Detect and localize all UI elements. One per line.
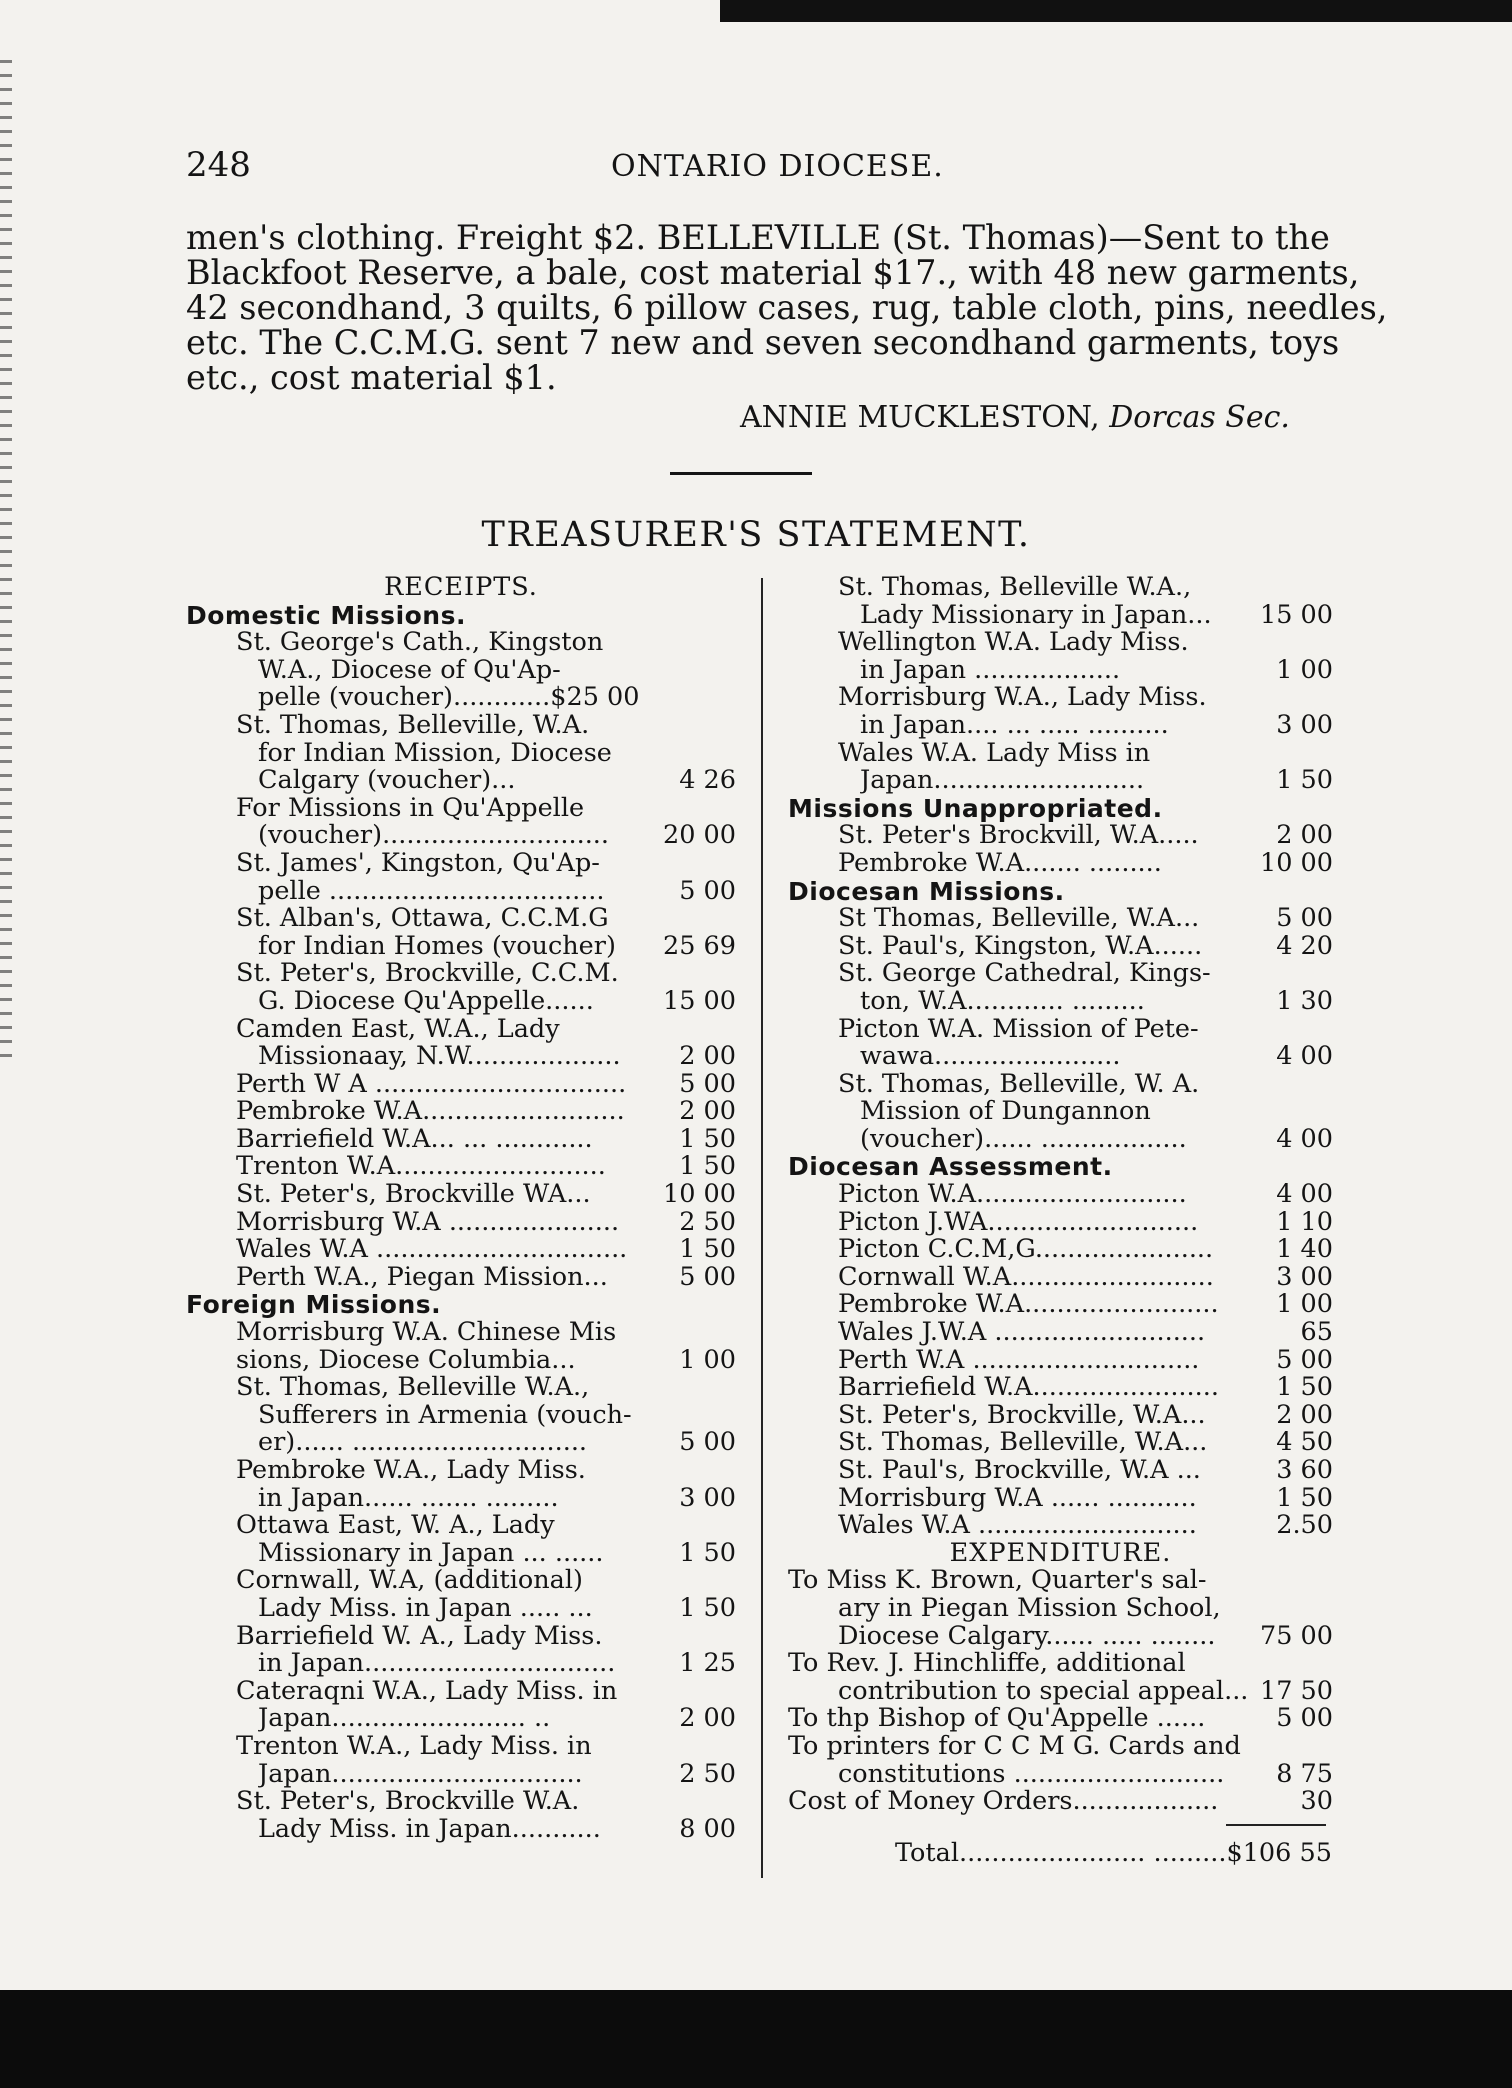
scan-top-edge — [720, 0, 1512, 22]
entry-text: (voucher)............................ — [258, 822, 610, 850]
entry-amount: 1 00 — [1276, 654, 1333, 685]
ledger-line: St. Peter's, Brockville W.A. — [236, 1786, 580, 1817]
ledger-line: Mission of Dungannon — [860, 1096, 1151, 1127]
entry-amount: 1 50 — [679, 1123, 736, 1154]
entry-amount: 1 50 — [1276, 1372, 1333, 1403]
intro-line: Blackfoot Reserve, a bale, cost material $17., with 48 new garments, — [186, 253, 1360, 292]
entry-text: Pembroke W.A....... ......... — [838, 849, 1162, 878]
entry-amount: 2 00 — [679, 1041, 736, 1072]
ledger-entry — [788, 1788, 1333, 1816]
entry-amount: 17 50 — [1259, 1675, 1333, 1706]
entry-text: ton, W.A............ ......... — [860, 987, 1145, 1016]
entry-text: Japan............................... — [258, 1760, 583, 1789]
entry-text: er)...... ............................. — [258, 1429, 588, 1457]
ledger-entry — [788, 1206, 1333, 1237]
entry-text: Missionaay, N.W................... — [258, 1043, 621, 1071]
entry-text: Morrisburg W.A ...... ........... — [838, 1484, 1197, 1513]
entry-amount: 5 00 — [679, 875, 736, 906]
entry-amount: 2 00 — [679, 1703, 736, 1734]
ledger-entry — [186, 767, 736, 795]
ledger-line: ary in Piegan Mission School, — [838, 1592, 1221, 1623]
section-caption: EXPENDITURE. — [949, 1537, 1172, 1568]
ledger-line: St. Thomas, Belleville, W. A. — [838, 1068, 1200, 1099]
entry-text: St. Peter's, Brockville WA... — [236, 1181, 591, 1209]
entry-amount: 20 00 — [662, 820, 736, 851]
ledger-entry — [788, 847, 1333, 878]
entry-text: constitutions .......................... — [838, 1760, 1225, 1789]
entry-amount: 15 00 — [662, 985, 736, 1016]
ledger-entry — [788, 1043, 1333, 1071]
ledger-entry — [186, 1153, 736, 1181]
entry-amount: 10 00 — [662, 1179, 736, 1210]
entry-amount: 1 50 — [1276, 765, 1333, 796]
entry-amount: 4 20 — [1276, 930, 1333, 961]
entry-text: Japan........................ .. — [258, 1705, 551, 1733]
ledger-line: Morrisburg W.A. Chinese Mis — [236, 1317, 617, 1348]
entry-amount: 1 50 — [679, 1151, 736, 1182]
entry-amount: 65 — [1300, 1317, 1333, 1348]
entry-amount: 3 00 — [1276, 1261, 1333, 1292]
ledger-entry — [788, 767, 1333, 795]
entry-text: Picton W.A.......................... — [838, 1181, 1187, 1209]
ledger-entry — [186, 1482, 736, 1513]
entry-text: Picton C.C.M,G...................... — [838, 1236, 1214, 1264]
ledger-entry — [788, 1236, 1333, 1264]
ledger-line: Trenton W.A., Lady Miss. in — [236, 1730, 592, 1761]
ledger-entry — [186, 930, 736, 961]
ledger-entry — [788, 905, 1333, 933]
ledger-entry — [186, 1206, 736, 1237]
ledger-line: Wellington W.A. Lady Miss. — [838, 627, 1189, 658]
intro-line: etc. The C.C.M.G. sent 7 new and seven secondhand garments, toys — [186, 323, 1340, 362]
intro-line: men's clothing. Freight $2. BELLEVILLE (St. Thomas)—Sent to the — [186, 218, 1330, 257]
left-column — [186, 574, 736, 1843]
ledger-entry — [186, 875, 736, 906]
ledger-entry — [788, 1374, 1333, 1402]
header-title: ONTARIO DIOCESE. — [611, 149, 944, 184]
entry-amount: 25 69 — [662, 930, 736, 961]
entry-text: Trenton W.A.......................... — [236, 1153, 606, 1182]
ledger-line: Morrisburg W.A., Lady Miss. — [838, 682, 1207, 713]
section-heading: Missions Unappropriated. — [788, 793, 1163, 823]
ledger-entry — [186, 985, 736, 1016]
ledger-entry — [788, 1675, 1333, 1706]
entry-amount: 2 50 — [679, 1206, 736, 1237]
ledger-entry — [186, 1068, 736, 1099]
ledger-line: Barriefield W. A., Lady Miss. — [236, 1620, 603, 1651]
entry-text: Perth W.A ............................ — [838, 1346, 1200, 1375]
ledger-line: Camden East, W.A., Lady — [236, 1013, 560, 1044]
entry-amount: 5 00 — [679, 1068, 736, 1099]
scan-bottom-edge — [0, 1990, 1512, 2088]
ledger-line: St. Thomas, Belleville, W.A. — [236, 709, 590, 740]
entry-amount: 5 00 — [1276, 903, 1333, 934]
section-heading: Foreign Missions. — [186, 1290, 442, 1320]
entry-amount: 3 60 — [1276, 1455, 1333, 1485]
right-column — [788, 574, 1333, 1816]
entry-text: Perth W.A., Piegan Mission... — [236, 1263, 608, 1292]
ledger-entry — [186, 1429, 736, 1457]
entry-amount: 4 50 — [1276, 1427, 1333, 1458]
entry-amount: 4 00 — [1276, 1179, 1333, 1210]
ledger-line: St. George's Cath., Kingston — [236, 627, 604, 658]
entry-amount: 2.50 — [1276, 1510, 1333, 1541]
entry-text: Lady Miss. in Japan ..... ... — [258, 1594, 593, 1623]
total-line: Total....................... .........$106 55 — [895, 1838, 1332, 1868]
ledger-line: To Rev. J. Hinchliffe, additional — [788, 1648, 1186, 1679]
entry-text: Lady Miss. in Japan........... — [258, 1815, 601, 1844]
entry-amount: 1 30 — [1276, 985, 1333, 1016]
entry-text: St. Paul's, Kingston, W.A...... — [838, 932, 1203, 961]
entry-text: To thp Bishop of Qu'Appelle ...... — [788, 1705, 1206, 1733]
ledger-line: for Indian Mission, Diocese — [258, 737, 612, 768]
entry-text: Japan.......................... — [860, 767, 1145, 795]
entry-text: Barriefield W.A... ... ............ — [236, 1125, 593, 1154]
section-heading: Diocesan Assessment. — [788, 1152, 1113, 1182]
ledger-entry — [186, 1098, 736, 1126]
entry-amount: 5 00 — [679, 1427, 736, 1458]
entry-amount: 2 00 — [679, 1096, 736, 1127]
ledger-entry — [186, 1043, 736, 1071]
column-divider — [761, 578, 763, 1878]
section-rule — [670, 472, 812, 475]
ledger-entry — [788, 930, 1333, 961]
entry-amount: 8 75 — [1276, 1758, 1333, 1789]
ledger-line: Cornwall, W.A, (additional) — [236, 1565, 583, 1596]
entry-text: Cornwall W.A......................... — [838, 1263, 1214, 1292]
entry-amount: 1 50 — [679, 1592, 736, 1623]
ledger-entry — [788, 654, 1333, 685]
entry-amount: 8 00 — [679, 1813, 736, 1844]
ledger-line: St. Alban's, Ottawa, C.C.M.G — [236, 903, 609, 934]
section-caption: RECEIPTS. — [384, 572, 538, 602]
ledger-entry — [186, 1181, 736, 1209]
ledger-entry — [788, 1399, 1333, 1430]
entry-text: St. Paul's, Brockville, W.A ... — [838, 1457, 1201, 1485]
scan-left-edge — [0, 60, 12, 1060]
entry-text: St. Peter's Brockvill, W.A..... — [838, 822, 1199, 850]
entry-amount: 2 00 — [1276, 1399, 1333, 1430]
entry-text: contribution to special appeal... — [838, 1677, 1249, 1706]
entry-amount: 4 00 — [1276, 1041, 1333, 1072]
entry-text: pelle .................................. — [258, 877, 605, 906]
entry-amount: 1 50 — [679, 1234, 736, 1265]
page-number: 248 — [186, 145, 251, 185]
ledger-entry — [186, 1705, 736, 1733]
ledger-entry — [788, 1705, 1333, 1733]
entry-amount: 1 00 — [679, 1344, 736, 1375]
entry-text: Missionary in Japan ... ...... — [258, 1539, 604, 1568]
signature — [740, 400, 1290, 435]
ledger-line: St. Thomas, Belleville W.A., — [236, 1372, 590, 1403]
entry-text: in Japan...... ....... ......... — [258, 1484, 559, 1513]
ledger-entry — [186, 1123, 736, 1154]
ledger-entry — [788, 985, 1333, 1016]
section-heading: Diocesan Missions. — [788, 876, 1065, 906]
ledger-entry — [788, 599, 1333, 630]
entry-text: Picton J.WA.......................... — [838, 1208, 1199, 1237]
entry-amount: 2 00 — [1276, 820, 1333, 851]
ledger-entry — [186, 1236, 736, 1264]
entry-text: Morrisburg W.A ..................... — [236, 1208, 620, 1237]
ledger-line: Wales W.A. Lady Miss in — [838, 737, 1151, 768]
entry-amount: 5 00 — [1276, 1344, 1333, 1375]
entry-amount: 1 40 — [1276, 1234, 1333, 1265]
entry-text: Perth W A ............................... — [236, 1070, 627, 1099]
signature-role: Dorcas Sec. — [1109, 400, 1290, 435]
entry-text: G. Diocese Qu'Appelle...... — [258, 987, 594, 1016]
entry-amount: 2 50 — [679, 1758, 736, 1789]
entry-amount: 4 26 — [679, 765, 736, 796]
ledger-entry — [788, 822, 1333, 850]
ledger-line: For Missions in Qu'Appelle — [236, 792, 585, 823]
ledger-entry — [788, 1319, 1333, 1347]
ledger-entry — [186, 1813, 736, 1844]
ledger-line: St. James', Kingston, Qu'Ap- — [236, 847, 600, 878]
intro-paragraph — [186, 218, 1388, 397]
ledger-entry — [788, 1123, 1333, 1154]
signature-name: ANNIE MUCKLESTON, — [740, 400, 1100, 435]
ledger-line: Pembroke W.A., Lady Miss. — [236, 1455, 586, 1485]
ledger-entry — [788, 1429, 1333, 1457]
entry-text: Pembroke W.A........................ — [838, 1291, 1219, 1320]
entry-text: in Japan.... ... ..... .......... — [860, 711, 1169, 740]
entry-text: St. Peter's, Brockville, W.A... — [838, 1401, 1206, 1430]
ledger-line: St. George Cathedral, Kings- — [838, 958, 1211, 989]
entry-text: (voucher)...... .................. — [860, 1125, 1187, 1154]
entry-amount: 15 00 — [1259, 599, 1333, 630]
ledger-line: Picton W.A. Mission of Pete- — [838, 1013, 1199, 1044]
running-head — [186, 145, 1326, 185]
entry-text: Diocese Calgary...... ..... ........ — [838, 1622, 1216, 1651]
ledger-line: Sufferers in Armenia (vouch- — [258, 1399, 632, 1430]
ledger-entry — [186, 1592, 736, 1623]
entry-amount: 1 25 — [679, 1648, 736, 1679]
ledger-entry — [186, 1261, 736, 1292]
ledger-entry — [788, 1344, 1333, 1375]
entry-text: Cost of Money Orders.................. — [788, 1788, 1219, 1816]
entry-text: for Indian Homes (voucher) — [258, 932, 616, 961]
entry-amount: 1 50 — [679, 1537, 736, 1568]
ledger-entry — [788, 1291, 1333, 1319]
ledger-entry — [186, 1344, 736, 1375]
ledger-line: Cateraqni W.A., Lady Miss. in — [236, 1675, 618, 1706]
entry-amount: 5 00 — [679, 1261, 736, 1292]
section-heading: Domestic Missions. — [186, 600, 466, 630]
entry-text: wawa....................... — [860, 1043, 1121, 1071]
ledger-entry — [186, 822, 736, 850]
entry-text: Pembroke W.A......................... — [236, 1098, 625, 1126]
ledger-entry — [788, 1181, 1333, 1209]
entry-amount: 1 10 — [1276, 1206, 1333, 1237]
ledger-line: To printers for C C M G. Cards and — [788, 1730, 1241, 1761]
ledger-line: pelle (voucher)............$25 00 — [258, 682, 640, 713]
entry-amount: 1 50 — [1276, 1482, 1333, 1513]
entry-text: St Thomas, Belleville, W.A... — [838, 905, 1200, 933]
entry-amount: 3 00 — [1276, 709, 1333, 740]
intro-line: etc., cost material $1. — [186, 358, 557, 397]
ledger-entry — [186, 1537, 736, 1568]
ledger-line: St. Thomas, Belleville W.A., — [838, 572, 1192, 602]
entry-text: Wales W.A ........................... — [838, 1512, 1197, 1540]
ledger-entry — [186, 1758, 736, 1789]
ledger-line: St. Peter's, Brockville, C.C.M. — [236, 958, 619, 989]
entry-text: in Japan............................... — [258, 1650, 616, 1678]
entry-text: sions, Diocese Columbia... — [236, 1346, 576, 1375]
entry-text: Barriefield W.A....................... — [838, 1374, 1219, 1402]
ledger-line: W.A., Diocese of Qu'Ap- — [258, 654, 561, 685]
ledger-line: To Miss K. Brown, Quarter's sal- — [788, 1565, 1207, 1596]
entry-text: Lady Missionary in Japan... — [860, 601, 1212, 630]
entry-text: in Japan .................. — [860, 656, 1121, 685]
entry-amount: 4 00 — [1276, 1123, 1333, 1154]
entry-amount: 5 00 — [1276, 1703, 1333, 1734]
intro-line: 42 secondhand, 3 quilts, 6 pillow cases, rug, table cloth, pins, needles, — [186, 288, 1388, 327]
entry-amount: 75 00 — [1259, 1620, 1333, 1651]
entry-amount: 3 00 — [679, 1482, 736, 1513]
entry-amount: 1 00 — [1276, 1289, 1333, 1320]
ledger-entry — [788, 709, 1333, 740]
ledger-line: Ottawa East, W. A., Lady — [236, 1510, 555, 1541]
ledger-entry — [788, 1457, 1333, 1485]
ledger-entry — [788, 1758, 1333, 1789]
ledger-entry — [788, 1620, 1333, 1651]
entry-text: Wales W.A ............................... — [236, 1236, 628, 1264]
ledger-entry — [788, 1482, 1333, 1513]
ledger-entry — [186, 1650, 736, 1678]
entry-amount: 10 00 — [1259, 847, 1333, 878]
ledger-entry — [788, 1512, 1333, 1540]
ledger-entry — [788, 1261, 1333, 1292]
statement-title: TREASURER'S STATEMENT. — [481, 515, 1031, 555]
entry-text: St. Thomas, Belleville, W.A... — [838, 1429, 1208, 1457]
total-rule — [1226, 1824, 1326, 1826]
entry-text: Wales J.W.A .......................... — [838, 1319, 1206, 1347]
entry-amount: 30 — [1300, 1786, 1333, 1817]
entry-text: Calgary (voucher)... — [258, 767, 516, 795]
